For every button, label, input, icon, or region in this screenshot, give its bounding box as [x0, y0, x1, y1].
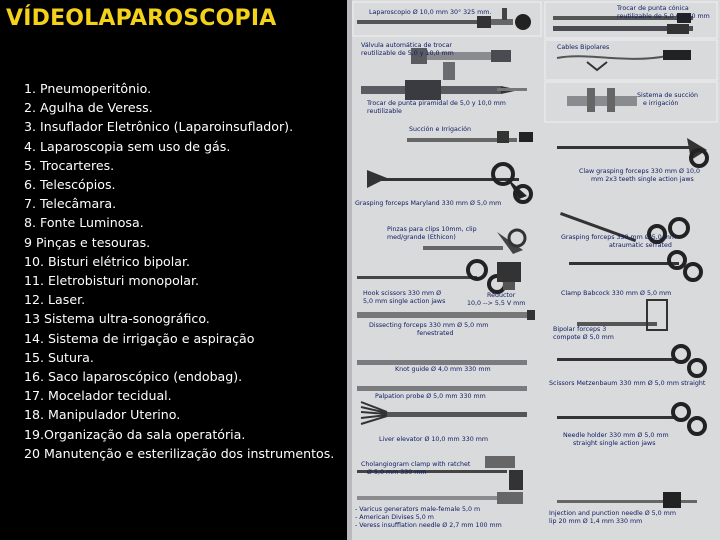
- catalog-label: Knot guide Ø 4,0 mm 330 mm: [395, 366, 491, 373]
- catalog-label: atraumatic serrated: [609, 242, 672, 249]
- catalog-label: Cables Bipolares: [557, 44, 610, 51]
- claw-forceps-icon: [557, 138, 707, 166]
- catalog-label: Clamp Babcock 330 mm Ø 5,0 mm: [561, 290, 672, 297]
- catalog-label: e irrigación: [643, 100, 679, 107]
- catalog-label: fenestrated: [417, 330, 454, 337]
- catalog-label: Laparoscopio Ø 10,0 mm 30° 325 mm.: [369, 9, 492, 16]
- instrument-catalog-image: [347, 0, 720, 540]
- catalog-label: Succión e Irrigación: [409, 126, 471, 133]
- catalog-label: lip 20 mm Ø 1,4 mm 330 mm: [549, 518, 643, 525]
- catalog-label: Needle holder 330 mm Ø 5,0 mm: [563, 432, 669, 439]
- catalog-label: Cholangiogram clamp with ratchet: [361, 461, 471, 468]
- needle-holder-icon: [557, 404, 705, 434]
- catalog-label: 5,0 mm single action jaws: [363, 298, 446, 305]
- catalog-label: 10,0 --> 5,5 V mm: [467, 300, 526, 307]
- catalog-label: Dissecting forceps 330 mm Ø 5,0 mm: [369, 322, 489, 329]
- catalog-label: mm 2x3 teeth single action jaws: [591, 176, 694, 183]
- injection-needle-icon: [557, 492, 697, 508]
- metzenbaum-scissors-icon: [557, 346, 705, 376]
- catalog-label: Trocar de punta cónica: [617, 5, 689, 12]
- catalog-label: Palpation probe Ø 5,0 mm 330 mm: [375, 393, 486, 400]
- topic-item: 14. Sistema de irrigação e aspiração: [24, 330, 255, 346]
- liver-elevator-icon: [361, 402, 527, 424]
- catalog-label: Injection and punction needle Ø 5,0 mm: [549, 510, 676, 517]
- catalog-label: - Veress insufflation needle Ø 2,7 mm 100 mm: [355, 522, 502, 529]
- knot-guide-icon: [357, 360, 527, 365]
- topic-item: 12. Laser.: [24, 292, 86, 308]
- babcock-clamp-icon: [569, 252, 701, 280]
- catalog-label: straight single action jaws: [573, 440, 656, 447]
- catalog-label: Scissors Metzenbaum 330 mm Ø 5,0 mm straight: [549, 380, 706, 387]
- pyramidal-trocar-icon: [361, 80, 527, 100]
- catalog-label: Grasping forceps Maryland 330 mm Ø 5,0 mm: [355, 200, 502, 207]
- topic-item: 7. Telecâmara.: [24, 196, 117, 212]
- catalog-label: reutilizable de 5,0 y 10,0 mm: [617, 13, 710, 20]
- catalog-label: Claw grasping forceps 330 mm Ø 10,0: [579, 168, 701, 175]
- instrument-drawings: [347, 0, 720, 540]
- suction-system-icon: [567, 88, 637, 112]
- topic-item: 3. Insuflador Eletrônico (Laparoinsuflador).: [24, 119, 294, 135]
- catalog-label: Pinzas para clips 10mm, clip: [387, 226, 477, 233]
- catalog-label: Bipolar forceps 3: [553, 326, 607, 333]
- catalog-label: reutilizable: [367, 108, 402, 115]
- topic-item: 20 Manutenção e esterilização dos instrumentos.: [24, 445, 335, 461]
- topic-item: 8. Fonte Luminosa.: [24, 215, 144, 231]
- topic-item: 19.Organização da sala operatória.: [24, 426, 246, 442]
- catalog-label: med/grande (Ethicon): [387, 234, 456, 241]
- topic-item: 18. Manipulador Uterino.: [24, 407, 181, 423]
- topic-item: 15. Sutura.: [24, 349, 94, 365]
- topic-item: 9 Pinças e tesouras.: [24, 234, 151, 250]
- topic-item: 10. Bisturi elétrico bipolar.: [24, 253, 191, 269]
- topic-item: 6. Telescópios.: [24, 177, 116, 193]
- topic-item: 11. Eletrobisturi monopolar.: [24, 273, 200, 289]
- catalog-label: reutilizable de 5,0 y 10,0 mm: [361, 50, 454, 57]
- catalog-label: Reductor: [487, 292, 516, 299]
- catalog-label: Liver elevator Ø 10,0 mm 330 mm: [379, 436, 488, 443]
- catalog-label: Trocar de punta piramidal de 5,0 y 10,0 mm: [367, 100, 506, 107]
- veress-needle-icon: [357, 492, 523, 504]
- catalog-label: Hook scissors 330 mm Ø: [363, 290, 442, 297]
- catalog-label: - Varicus generators male-female 5,0 m: [355, 506, 481, 513]
- slide-title: VÍDEOLAPAROSCOPIA: [6, 6, 277, 31]
- topic-item: 2. Agulha de Veress.: [24, 100, 153, 116]
- catalog-label: Grasping forceps 330 mm Ø 5,0 mm: [561, 234, 677, 241]
- catalog-label: Ø 5,0 mm 330 mm: [367, 469, 427, 476]
- topic-item: 13 Sistema ultra-sonográfico.: [24, 311, 210, 327]
- topic-item: 17. Mocelador tecidual.: [24, 388, 172, 404]
- catalog-label: Válvula automática de trocar: [361, 42, 453, 49]
- topic-item: 5. Trocarteres.: [24, 157, 115, 173]
- maryland-forceps-icon: [367, 164, 531, 202]
- catalog-label: - American Divises 5,0 m: [355, 514, 434, 521]
- reducer-icon: [497, 262, 521, 290]
- topic-item: 16. Saco laparoscópico (endobag).: [24, 369, 243, 385]
- topic-item: 4. Laparoscopia sem uso de gás.: [24, 138, 231, 154]
- topic-item: 1. Pneumoperitônio.: [24, 81, 152, 96]
- bipolar-cables-icon: [557, 50, 691, 70]
- topic-list: [24, 79, 334, 463]
- catalog-label: compote Ø 5,0 mm: [553, 334, 614, 341]
- dissecting-forceps-icon: [357, 310, 535, 320]
- palpation-probe-icon: [357, 386, 527, 391]
- hook-scissors-icon: [357, 261, 505, 292]
- catalog-label: Sistema de succión: [637, 92, 699, 99]
